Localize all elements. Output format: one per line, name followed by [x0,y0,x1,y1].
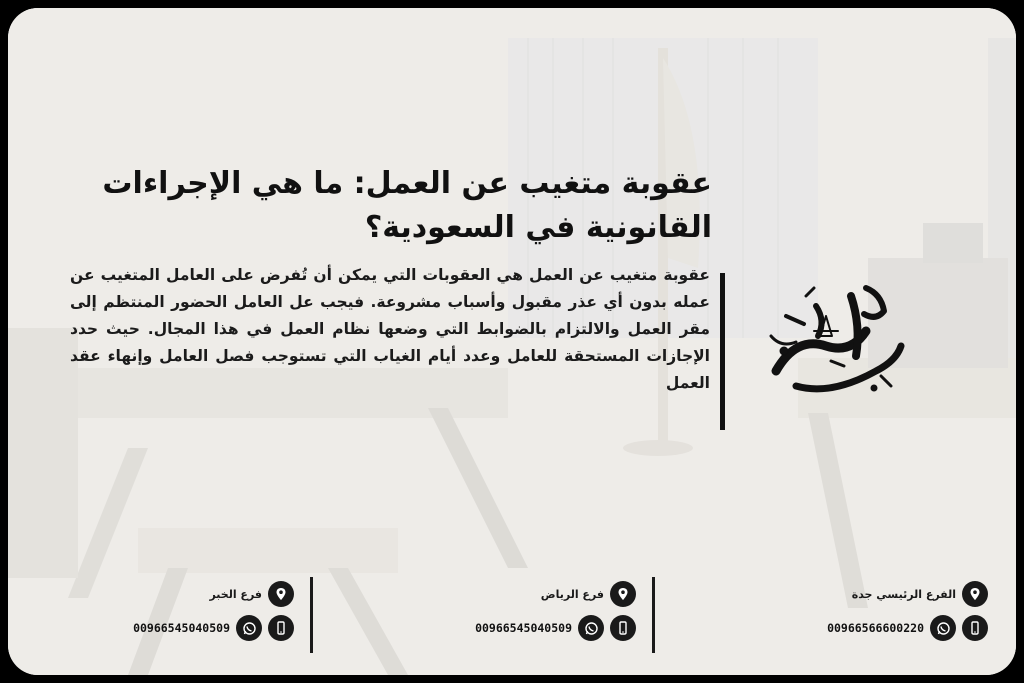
branch-phone[interactable]: 00966545040509 [475,621,572,635]
poster-frame [8,8,1016,675]
branch-name: الفرع الرئيسي جدة [851,587,956,601]
branch-phone[interactable]: 00966566600220 [827,621,924,635]
vertical-divider [720,273,725,430]
calligraphy-logo [756,276,906,406]
branch-name: فرع الخبر [209,587,262,601]
branch-riyadh [456,573,636,653]
whatsapp-icon[interactable] [236,615,262,641]
location-pin-icon [610,581,636,607]
mobile-phone-icon[interactable] [962,615,988,641]
branches-footer [8,565,1016,675]
branch-khobar [114,573,294,653]
footer-separator [310,577,313,653]
branch-name: فرع الرياض [540,587,604,601]
location-pin-icon [268,581,294,607]
article-body: عقوبة متغيب عن العمل هي العقوبات التي يمكن أن تُفرض على العامل المتغيب عن عمله بدون أي عذر مقبول وأسباب مشروعة. فيجب عل العامل الحضور المنتظم إلى مقر العمل والالتزام بالضوابط التي وضعها نظام العمل في هذا المجال. حيث حدد الإجازات المستحقة للعامل وعدد أيام الغياب التي تستوجب فصل العامل وإنهاء عقد العمل [70,266,710,392]
branch-jeddah [808,573,988,653]
whatsapp-icon[interactable] [930,615,956,641]
whatsapp-icon[interactable] [578,615,604,641]
mobile-phone-icon[interactable] [610,615,636,641]
location-pin-icon [962,581,988,607]
branch-phone[interactable]: 00966545040509 [133,621,230,635]
article-title: عقوبة متغيب عن العمل: ما هي الإجراءات القانونية في السعودية؟ [102,166,712,245]
mobile-phone-icon[interactable] [268,615,294,641]
footer-separator [652,577,655,653]
